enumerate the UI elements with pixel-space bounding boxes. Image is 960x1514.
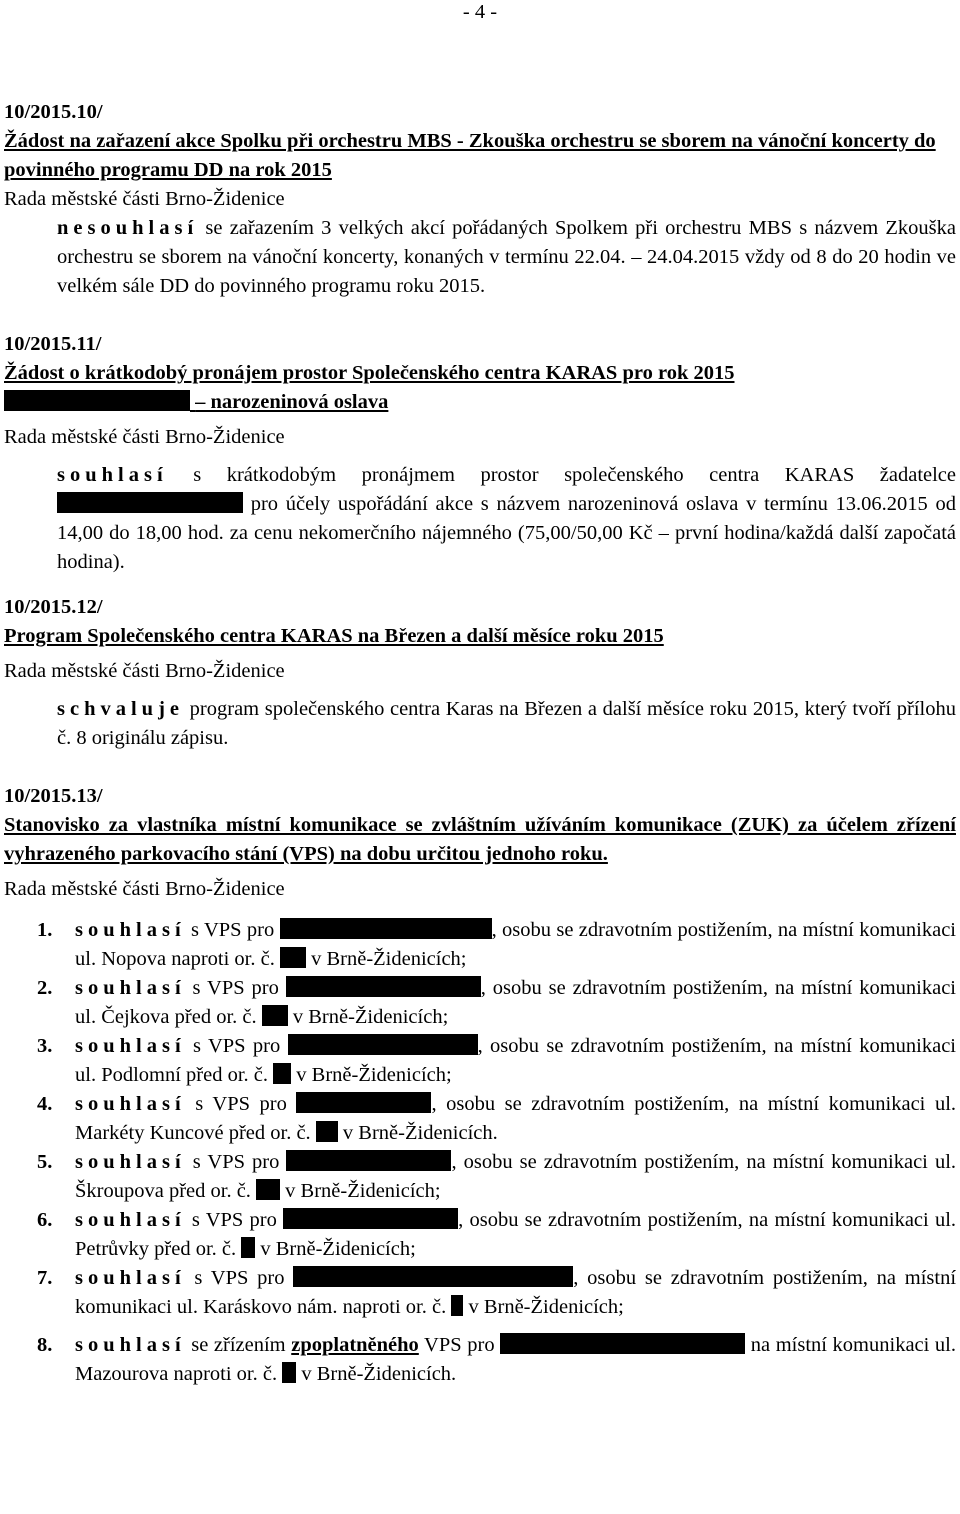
item-pre: se zřízením — [191, 1334, 286, 1356]
resolution-title: Stanovisko za vlastníka místní komunikace se zvláštním užíváním komunikace (ZUK) za účelem zřízení vyhrazeného parkovacího stání (VPS) na dobu určitou jednoho roku. — [4, 814, 956, 865]
resolution-id: 10/2015.13/ — [4, 785, 103, 807]
item-pre: s VPS pro — [192, 977, 279, 999]
redacted-block — [293, 1266, 573, 1287]
redacted-block — [286, 976, 481, 997]
item-verb: souhlasí — [75, 1035, 186, 1057]
redacted-block — [451, 1295, 463, 1316]
redacted-block — [500, 1333, 745, 1354]
redacted-block — [288, 1034, 478, 1055]
resolution-id: 10/2015.12/ — [4, 596, 103, 618]
item-number: 8. — [37, 1334, 53, 1356]
item-post: v Brně-Židenicích. — [301, 1363, 457, 1385]
resolution-11 — [4, 330, 956, 577]
resolution-body: program společenského centra Karas na Březen a další měsíce roku 2015, který tvoří přílohu č. 8 originálu zápisu. — [57, 698, 957, 749]
redacted-block — [273, 1063, 291, 1084]
council-name: Rada městské části Brno-Židenice — [4, 426, 285, 448]
redacted-block — [256, 1179, 280, 1200]
item-number: 5. — [37, 1151, 53, 1173]
item-post: v Brně-Židenicích; — [292, 1006, 449, 1028]
list-item — [4, 1148, 956, 1206]
item-text: , osobu se zdravotním postižením, na místní komunikaci ul. Karáskovo nám. naproti or. č. — [75, 1267, 957, 1318]
item-pre: s VPS pro — [192, 1151, 280, 1173]
redacted-block — [57, 492, 243, 513]
document-body — [4, 98, 956, 1389]
resolution-text — [4, 214, 956, 301]
item-verb: souhlasí — [75, 1093, 186, 1115]
resolution-title: Program Společenského centra KARAS na Březen a další měsíce roku 2015 — [4, 625, 664, 647]
item-pre: s VPS pro — [195, 1093, 287, 1115]
item-number: 4. — [37, 1093, 53, 1115]
item-text: , osobu se zdravotním postižením, na místní komunikaci ul. Petrůvky před or. č. — [75, 1209, 957, 1260]
item-post: v Brně-Židenicích; — [311, 948, 467, 970]
list-item — [4, 974, 956, 1032]
resolution-verb: souhlasí — [57, 464, 168, 486]
redacted-block — [4, 390, 190, 411]
list-item — [4, 916, 956, 974]
item-number: 2. — [37, 977, 53, 999]
resolution-id: 10/2015.10/ — [4, 101, 103, 123]
list-item — [4, 1331, 956, 1389]
item-verb: souhlasí — [75, 1267, 186, 1289]
resolution-13 — [4, 782, 956, 1389]
resolution-text — [4, 695, 956, 753]
item-text: , osobu se zdravotním postižením, na místní komunikaci ul. Podlomní před or. č. — [75, 1035, 956, 1086]
item-verb: souhlasí — [75, 1151, 186, 1173]
redacted-block — [316, 1121, 338, 1142]
item-post: v Brně-Židenicích; — [296, 1064, 452, 1086]
item-number: 3. — [37, 1035, 53, 1057]
item-pre: s VPS pro — [191, 1209, 277, 1231]
item-emphasis: zpoplatněného — [291, 1334, 419, 1356]
resolution-title: Žádost na zařazení akce Spolku při orchestru MBS - Zkouška orchestru se sborem na vánoční koncerty do povinného programu DD na rok 2015 — [4, 130, 936, 181]
item-pre: s VPS pro — [193, 1035, 281, 1057]
item-post: v Brně-Židenicích. — [342, 1122, 498, 1144]
list-item — [4, 1264, 956, 1322]
item-text: , osobu se zdravotním postižením, na místní komunikaci ul. Čejkova před or. č. — [75, 977, 956, 1028]
resolution-10 — [4, 98, 956, 301]
redacted-block — [286, 1150, 451, 1171]
item-number: 7. — [37, 1267, 53, 1289]
list-item — [4, 1032, 956, 1090]
council-name: Rada městské části Brno-Židenice — [4, 878, 285, 900]
item-post: v Brně-Židenicích; — [285, 1180, 441, 1202]
resolution-body: se zařazením 3 velkých akcí pořádaných Spolkem při orchestru MBS s názvem Zkouška orchestru se sborem na vánoční koncerty, konaných v termínu 22.04. – 24.04.2015 vždy od 8 do 20 hodin ve velkém sále DD do povinného programu roku 2015. — [57, 217, 957, 297]
council-name: Rada městské části Brno-Židenice — [4, 188, 285, 210]
item-text: , osobu se zdravotním postižením, na místní komunikaci ul. Nopova naproti or. č. — [75, 919, 956, 970]
list-item — [4, 1206, 956, 1264]
item-text: , osobu se zdravotním postižením, na místní komunikaci ul. Markéty Kuncové před or. č. — [75, 1093, 957, 1144]
redacted-block — [241, 1237, 255, 1258]
item-post: v Brně-Židenicích; — [260, 1238, 416, 1260]
resolution-title — [4, 359, 956, 417]
resolution-title-line2: – narozeninová oslava — [195, 391, 389, 413]
item-text: , osobu se zdravotním postižením, na místní komunikaci ul. Škroupova před or. č. — [75, 1151, 957, 1202]
redacted-block — [282, 1362, 296, 1383]
item-verb: souhlasí — [75, 1334, 186, 1356]
council-name: Rada městské části Brno-Židenice — [4, 660, 285, 682]
item-number: 6. — [37, 1209, 53, 1231]
item-number: 1. — [37, 919, 53, 941]
item-post: v Brně-Židenicích; — [468, 1296, 624, 1318]
redacted-block — [280, 918, 492, 939]
resolution-body-b: pro účely uspořádání akce s názvem narozeninová oslava v termínu 13.06.2015 od 14,00 do 18,00 hod. za cenu nekomerčního nájemného (75,00/50,00 Kč – první hodina/každá další započatá hodina). — [57, 493, 956, 573]
resolution-items — [4, 916, 956, 1389]
item-pre: s VPS pro — [194, 1267, 285, 1289]
redacted-block — [280, 947, 306, 968]
resolution-verb: nesouhlasí — [57, 217, 199, 239]
item-verb: souhlasí — [75, 919, 186, 941]
resolution-body-a: s krátkodobým pronájmem prostor společenského centra KARAS žadatelce — [193, 464, 957, 486]
resolution-verb: schvaluje — [57, 698, 184, 720]
item-verb: souhlasí — [75, 977, 186, 999]
resolution-title-line1: Žádost o krátkodobý pronájem prostor Společenského centra KARAS pro rok 2015 — [4, 362, 735, 384]
item-verb: souhlasí — [75, 1209, 186, 1231]
page-number: - 4 - — [462, 1, 498, 23]
redacted-block — [283, 1208, 458, 1229]
resolution-12 — [4, 593, 956, 753]
redacted-block — [296, 1092, 431, 1113]
redacted-block — [262, 1005, 288, 1026]
resolution-text — [4, 461, 956, 577]
item-text: na místní komunikaci ul. Mazourova naproti or. č. — [75, 1334, 957, 1385]
list-item — [4, 1090, 956, 1148]
item-pre: s VPS pro — [191, 919, 275, 941]
item-pre2: VPS pro — [424, 1334, 495, 1356]
resolution-id: 10/2015.11/ — [4, 333, 102, 355]
